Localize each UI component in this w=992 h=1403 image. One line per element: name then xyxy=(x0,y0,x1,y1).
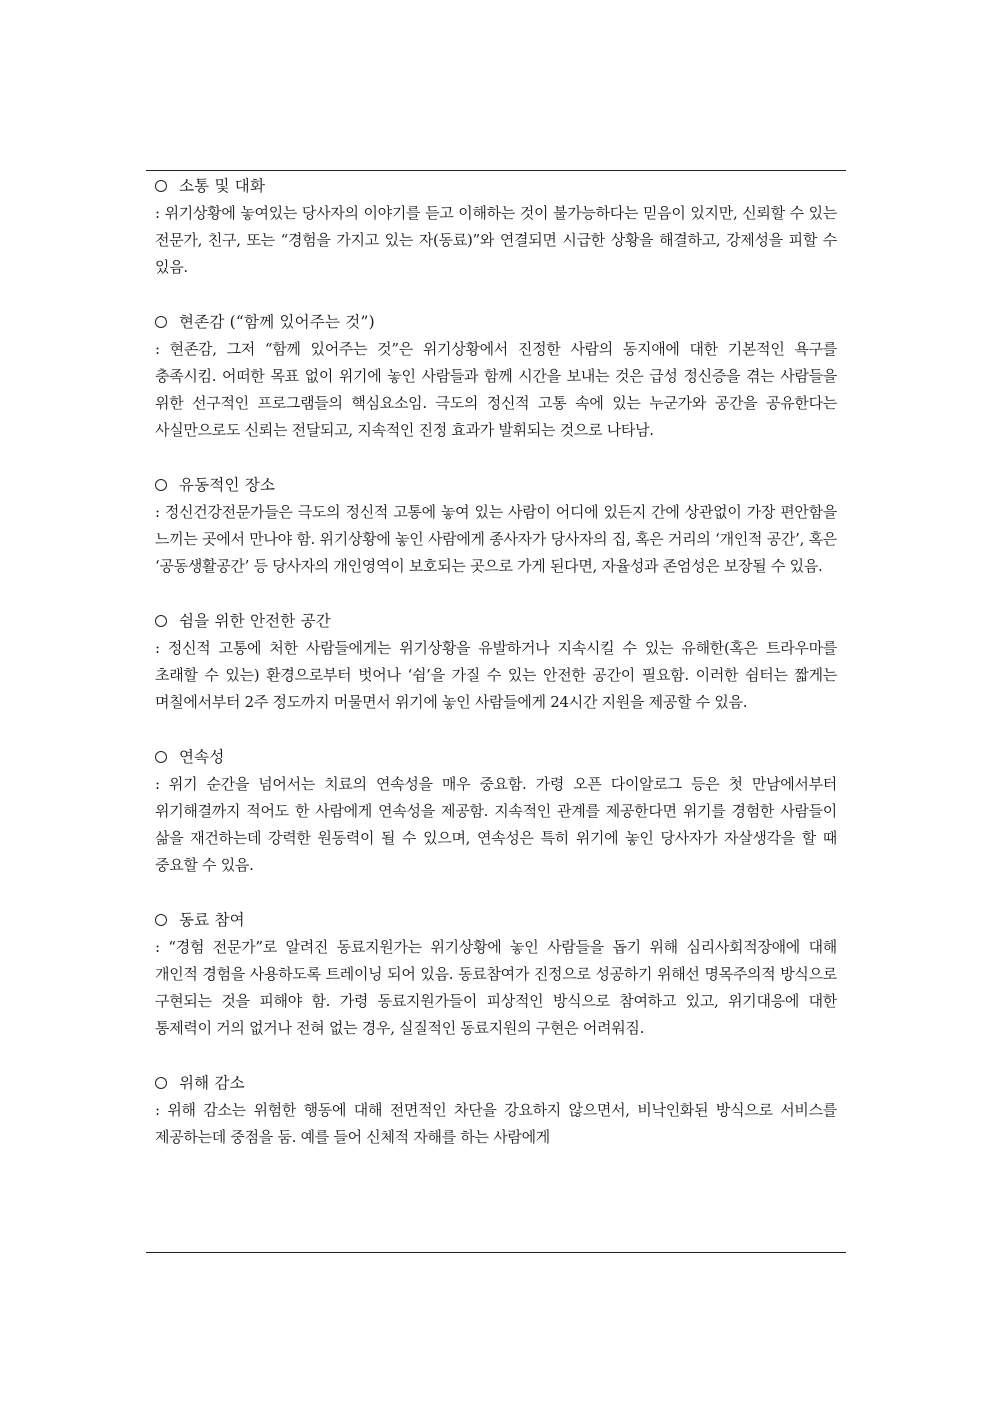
section-flexible-place xyxy=(155,471,837,580)
section-heading-text: 연속성 xyxy=(179,748,225,766)
circle-bullet-icon xyxy=(155,479,167,491)
section-body: : 위기상황에 놓여있는 당사자의 이야기를 듣고 이해하는 것이 불가능하다는 믿음이 있지만, 신뢰할 수 있는 전문가, 친구, 또는 “경험을 가지고 있는 자(동료)”와 연결되면 시급한 상황을 해결하고, 강제성을 피할 수 있음. xyxy=(155,204,837,276)
section-body: : 정신적 고통에 처한 사람들에게는 위기상황을 유발하거나 지속시킬 수 있는 유해한(혹은 트라우마를 초래할 수 있는) 환경으로부터 벗어나 ‘쉼’을 가질 수 있는 안전한 공간이 필요함. 이러한 쉼터는 짧게는 며칠에서부터 2주 정도까지 머물면서 위기에 놓인 사람들에게 24시간 지원을 제공할 수 있음. xyxy=(155,639,837,711)
section-harm-reduction xyxy=(155,1069,837,1151)
section-continuity xyxy=(155,743,837,879)
section-heading xyxy=(155,906,837,934)
circle-bullet-icon xyxy=(155,180,167,192)
section-body: : 정신건강전문가들은 극도의 정신적 고통에 놓여 있는 사람이 어디에 있든지 간에 상관없이 가장 편안함을 느끼는 곳에서 만나야 함. 위기상황에 놓인 사람에게 종사자가 당사자의 집, 혹은 거리의 ‘개인적 공간’, 혹은 ‘공동생활공간’ 등 당사자의 개인영역이 보호되는 곳으로 가게 된다면, 자율성과 존엄성은 보장될 수 있음. xyxy=(155,503,837,575)
circle-bullet-icon xyxy=(155,1077,167,1089)
section-heading xyxy=(155,1069,837,1097)
section-heading xyxy=(155,471,837,499)
section-heading-text: 쉼을 위한 안전한 공간 xyxy=(179,612,331,630)
section-body: : “경험 전문가”로 알려진 동료지원가는 위기상황에 놓인 사람들을 돕기 위해 심리사회적장애에 대해 개인적 경험을 사용하도록 트레이닝 되어 있음. 동료참여가 진정으로 성공하기 위해선 명목주의적 방식으로 구현되는 것을 피해야 함. 가령 동료지원가들이 피상적인 방식으로 참여하고 있고, 위기대응에 대한 통제력이 거의 없거나 전혀 없는 경우, 실질적인 동료지원의 구현은 어려워짐. xyxy=(155,938,837,1037)
circle-bullet-icon xyxy=(155,615,167,627)
circle-bullet-icon xyxy=(155,316,167,328)
section-safe-space xyxy=(155,607,837,716)
section-heading xyxy=(155,743,837,771)
section-peer-participation xyxy=(155,906,837,1042)
section-body: : 위해 감소는 위험한 행동에 대해 전면적인 차단을 강요하지 않으면서, 비낙인화된 방식으로 서비스를 제공하는데 중점을 둠. 예를 들어 신체적 자해를 하는 사람에게 xyxy=(155,1101,837,1146)
section-body: : 위기 순간을 넘어서는 치료의 연속성을 매우 중요함. 가령 오픈 다이알로그 등은 첫 만남에서부터 위기해결까지 적어도 한 사람에게 연속성을 제공함. 지속적인 관계를 제공한다면 위기를 경험한 사람들이 삶을 재건하는데 강력한 원동력이 될 수 있으며, 연속성은 특히 위기에 놓인 당사자가 자살생각을 할 때 중요할 수 있음. xyxy=(155,775,837,874)
section-heading-text: 유동적인 장소 xyxy=(179,476,276,494)
top-rule xyxy=(146,170,846,171)
section-heading-text: 현존감 (“함께 있어주는 것”) xyxy=(179,313,375,331)
bottom-rule xyxy=(146,1252,846,1253)
section-heading xyxy=(155,607,837,635)
section-communication xyxy=(155,172,837,281)
document-content xyxy=(155,172,837,1178)
circle-bullet-icon xyxy=(155,914,167,926)
circle-bullet-icon xyxy=(155,751,167,763)
section-presence xyxy=(155,308,837,444)
section-heading xyxy=(155,308,837,336)
section-body: : 현존감, 그저 “함께 있어주는 것”은 위기상황에서 진정한 사람의 동지애에 대한 기본적인 욕구를 충족시킴. 어떠한 목표 없이 위기에 놓인 사람들과 함께 시간을 보내는 것은 급성 정신증을 겪는 사람들을 위한 선구적인 프로그램들의 핵심요소임. 극도의 정신적 고통 속에 있는 누군가와 공간을 공유한다는 사실만으로도 신뢰는 전달되고, 지속적인 진정 효과가 발휘되는 것으로 나타남. xyxy=(155,340,837,439)
section-heading-text: 위해 감소 xyxy=(179,1074,245,1092)
section-heading-text: 동료 참여 xyxy=(179,911,245,929)
section-heading-text: 소통 및 대화 xyxy=(179,177,266,195)
section-heading xyxy=(155,172,837,200)
